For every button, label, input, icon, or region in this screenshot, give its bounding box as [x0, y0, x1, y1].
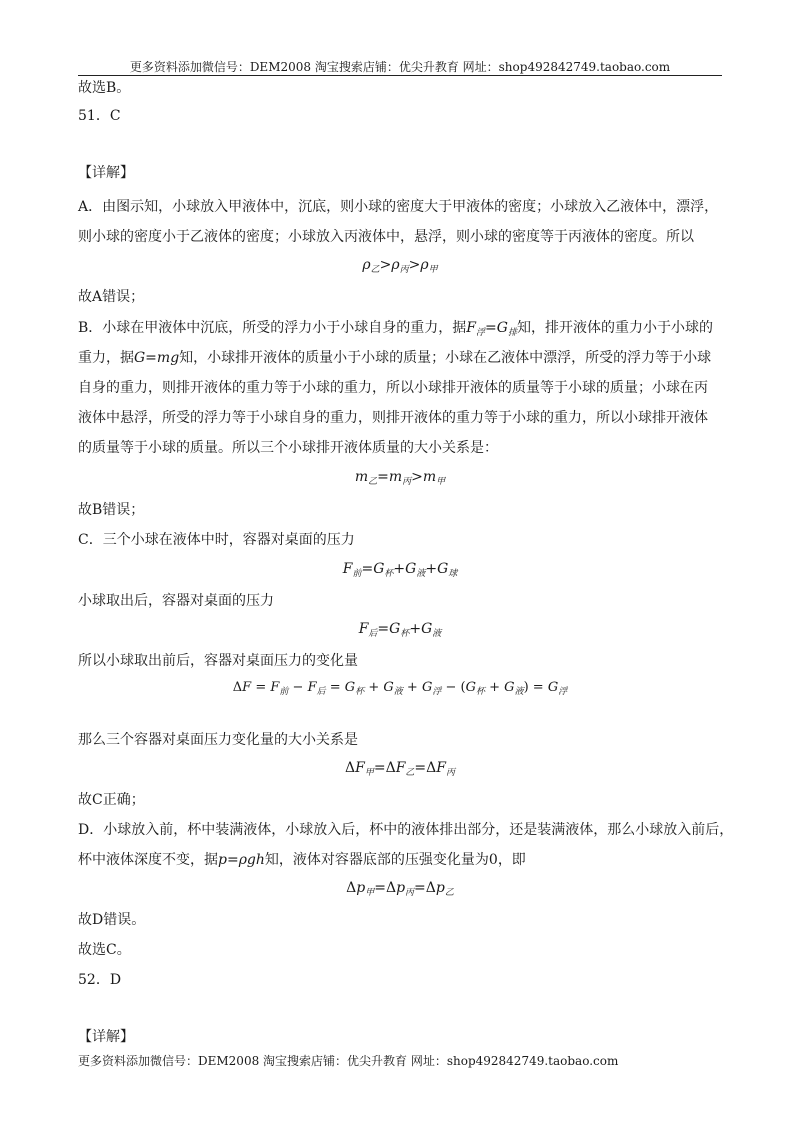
density-relation-formula: $\rho_乙>\rho_丙>\rho_甲$ — [362, 257, 438, 275]
section-heading: 【详解】 — [78, 165, 134, 181]
text-line: 故A错误； — [78, 289, 145, 305]
page-footer: 更多资料添加微信号：DEM2008 淘宝搜索店铺：优尖升教育 网址：shop492842749.taobao.com — [78, 1054, 619, 1068]
text-line: D．小球放入前，杯中装满液体，小球放入后，杯中的液体排出部分，还是装满液体，那么小球放入前后， — [78, 822, 734, 838]
text-line: 的质量等于小球的质量。所以三个小球排开液体质量的大小关系是： — [78, 440, 498, 456]
text-line: 故选C。 — [78, 942, 131, 958]
delta-force-relation-formula: $\Delta F_甲=\Delta F_乙=\Delta F_丙$ — [344, 760, 456, 778]
text-line: 故C正确； — [78, 792, 145, 808]
header-divider — [78, 75, 722, 76]
mass-relation-formula: $m_乙=m_丙>m_甲$ — [354, 469, 446, 487]
text-line: C．三个小球在液体中时，容器对桌面的压力 — [78, 532, 355, 548]
text-line: 故D错误。 — [78, 912, 146, 928]
text-line: 故选B。 — [78, 80, 131, 96]
text-line: 故B错误； — [78, 502, 145, 518]
text-line: 重力，据G=mg知，小球排开液体的质量小于小球的质量；小球在乙液体中漂浮，所受的浮力等于小球 — [78, 350, 712, 366]
text-line: 杯中液体深度不变，据p=ρgh知，液体对容器底部的压强变化量为0，即 — [78, 852, 526, 868]
text-line: 所以小球取出前后，容器对桌面压力的变化量 — [78, 653, 358, 669]
text-line: 液体中悬浮，所受的浮力等于小球自身的重力，则排开液体的重力等于小球的重力，所以小球排开液体 — [78, 410, 708, 426]
delta-force-equation: $\Delta F = F_前 - F_后 = G_杯 + G_液 + G_浮 - (G_杯 + G_液) = G_浮$ — [232, 680, 568, 697]
page-header: 更多资料添加微信号：DEM2008 淘宝搜索店铺：优尖升教育 网址：shop492842749.taobao.com — [129, 60, 671, 74]
section-heading: 【详解】 — [78, 1029, 134, 1045]
answer-51: 51．C — [78, 108, 121, 124]
force-after-formula: $F_后=G_杯+G_液$ — [358, 621, 442, 639]
text-line: 自身的重力，则排开液体的重力等于小球的重力，所以小球排开液体的质量等于小球的质量；小球在丙 — [78, 380, 708, 396]
force-before-formula: $F_前=G_杯+G_液+G_球$ — [342, 561, 458, 579]
text-line: 小球取出后，容器对桌面的压力 — [78, 593, 274, 609]
text-line: 那么三个容器对桌面压力变化量的大小关系是 — [78, 732, 358, 748]
text-line: 则小球的密度小于乙液体的密度；小球放入丙液体中，悬浮，则小球的密度等于丙液体的密度。所以 — [78, 229, 694, 245]
answer-52: 52．D — [78, 972, 122, 988]
delta-pressure-formula: $\Delta p_甲=\Delta p_丙=\Delta p_乙$ — [346, 880, 454, 898]
text-line: A．由图示知，小球放入甲液体中，沉底，则小球的密度大于甲液体的密度；小球放入乙液体中，漂浮， — [78, 199, 719, 215]
text-line: B．小球在甲液体中沉底，所受的浮力小于小球自身的重力，据$F_浮=G_排$知，排开液体的重力小于小球的 — [78, 320, 713, 338]
